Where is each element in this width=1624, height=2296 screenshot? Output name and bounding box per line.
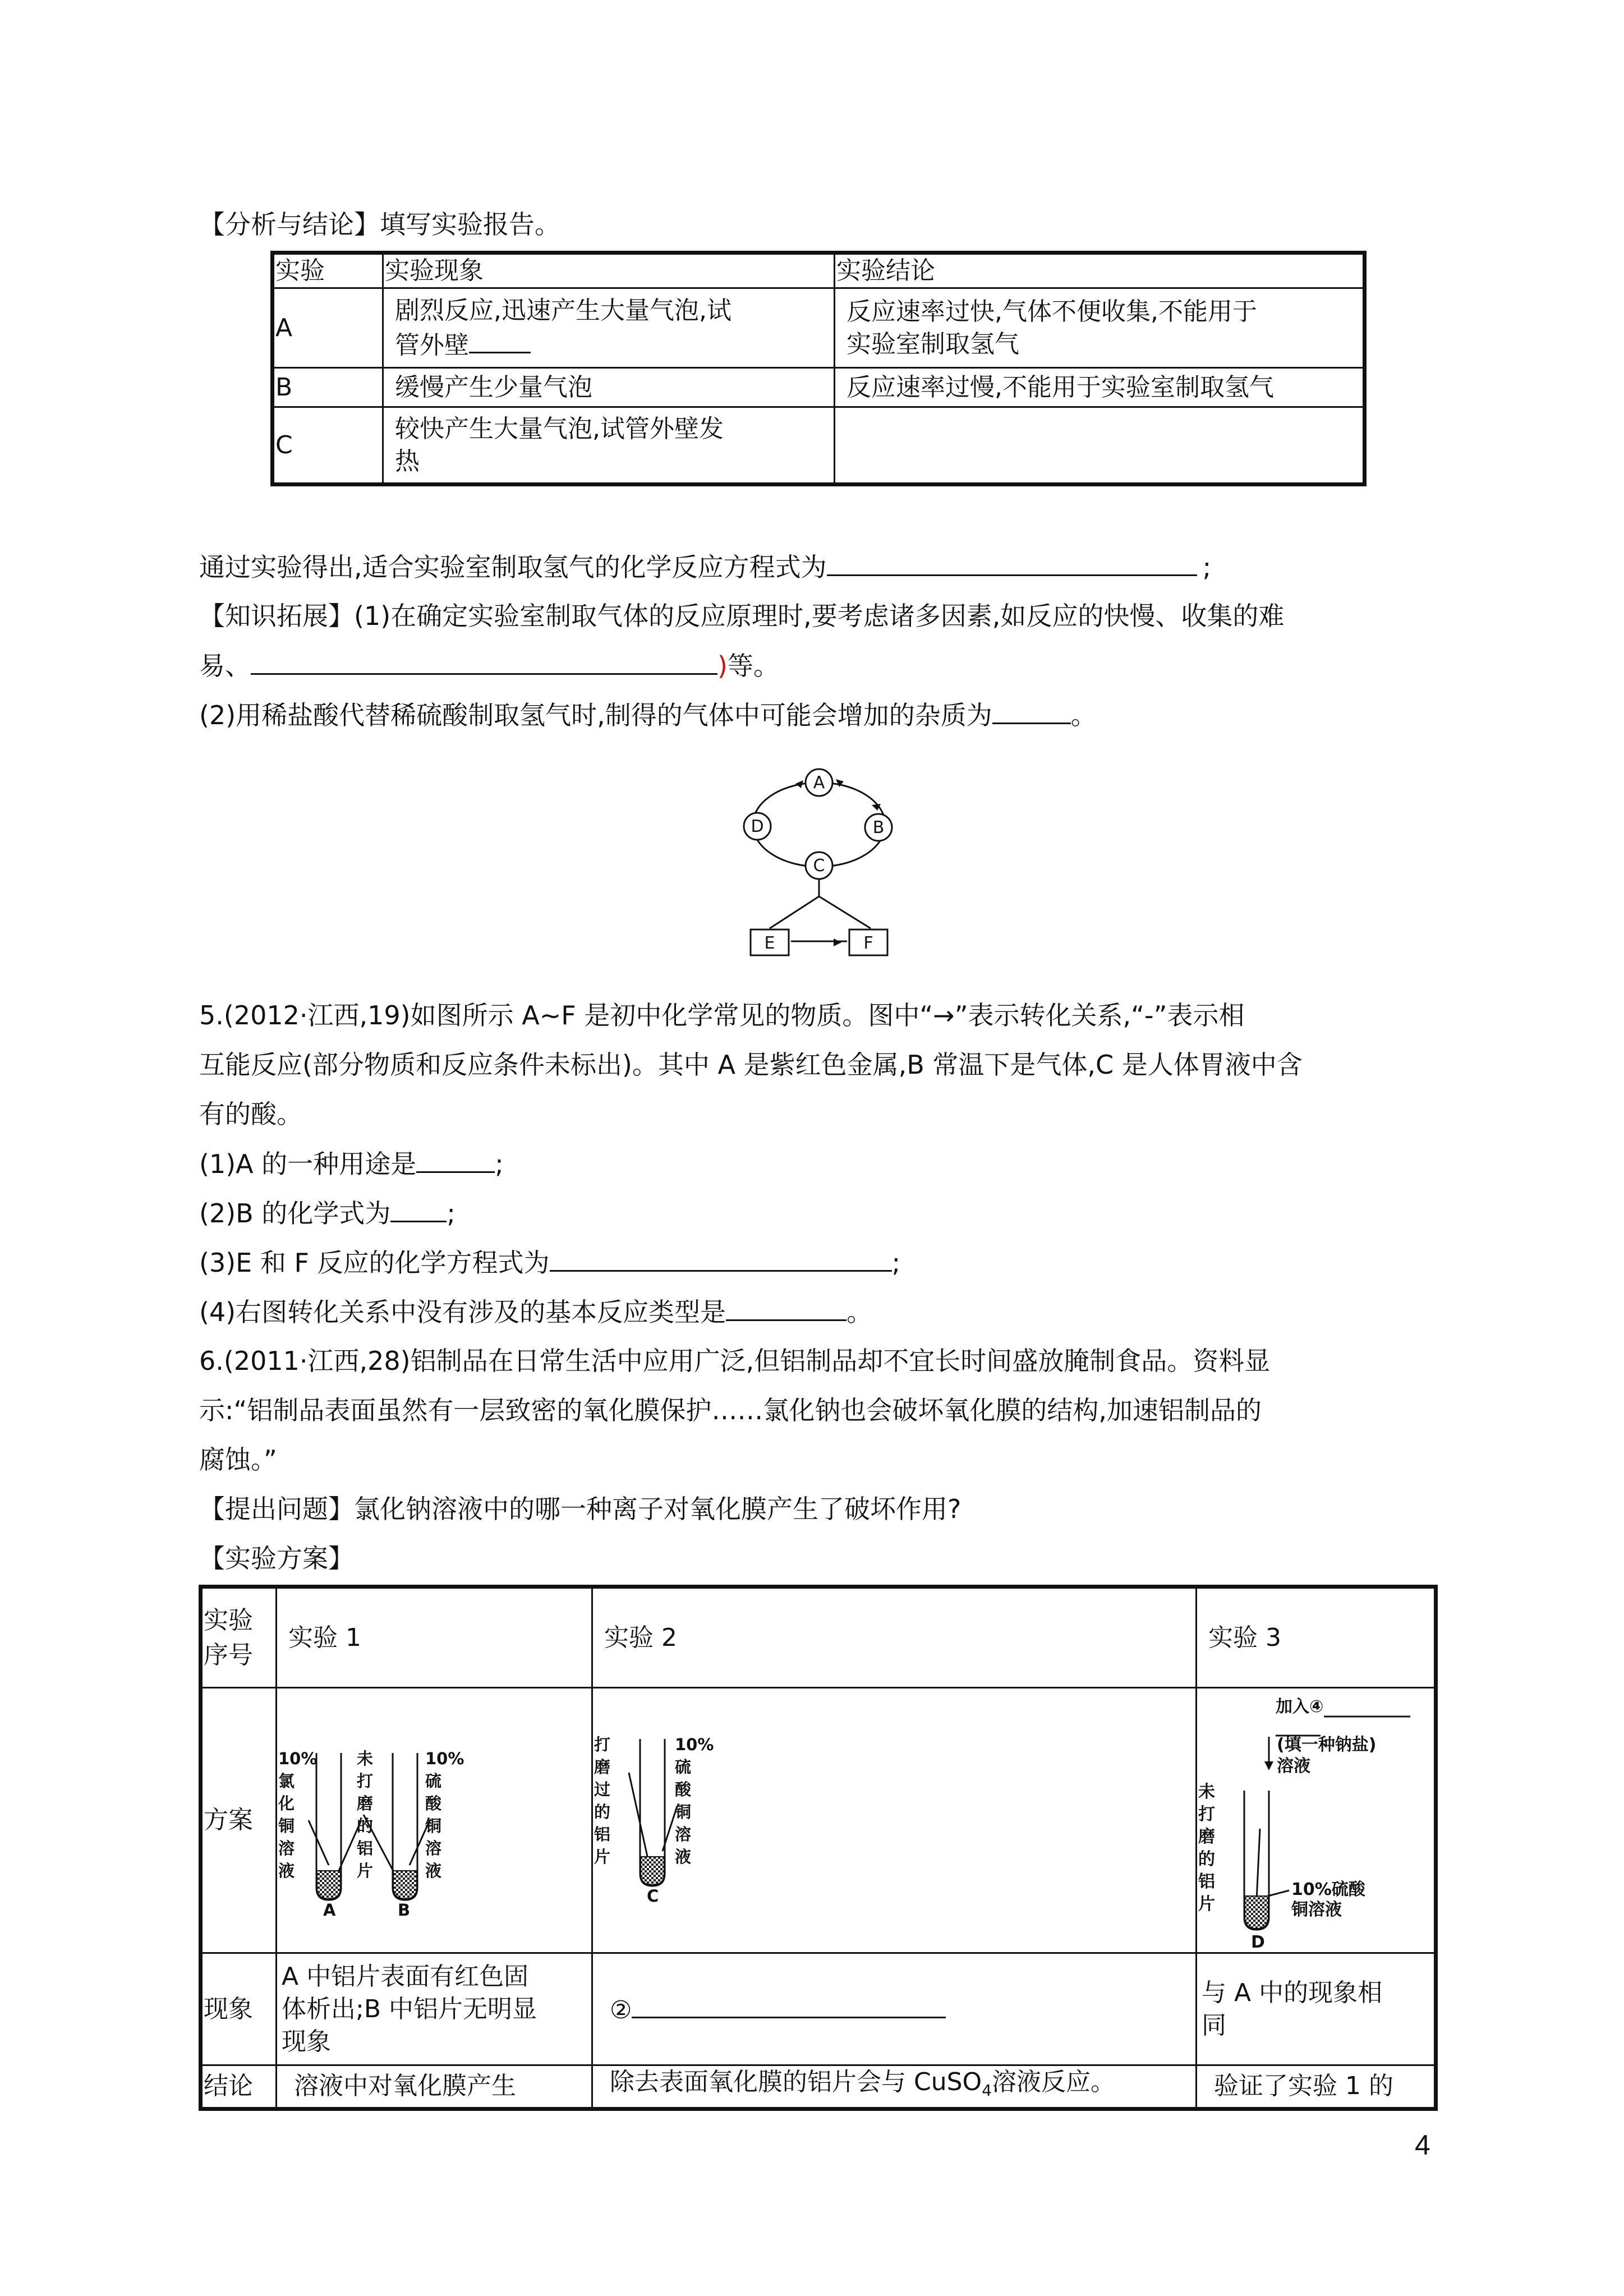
table-row [201, 1688, 1436, 1953]
exp1-figure-cell [277, 1688, 592, 1953]
label-cuso4-2: 铜溶液 [1291, 1900, 1342, 1920]
liquid-b [393, 1871, 417, 1899]
exp3-figure [1197, 1688, 1433, 1952]
q6-line-3: 腐蚀。” [199, 1444, 277, 1475]
label-cuso4-solution: 10%硫酸铜溶液 [675, 1735, 714, 1866]
arrowhead [1264, 1761, 1273, 1770]
q6-question: 【提出问题】氯化钠溶液中的哪一种离子对氧化膜产生了破坏作用? [199, 1494, 961, 1524]
label-cucl2-solution: 10%氯化铜溶液 [278, 1749, 318, 1880]
cell-line: A 中铝片表面有红色固 [282, 1962, 529, 1991]
q5-part-3: (3)E 和 F 反应的化学方程式为 ; [199, 1245, 900, 1280]
q5-part-2: (2)B 的化学式为 ; [199, 1196, 456, 1230]
conclusion-cell: 反应速率过慢,不能用于实验室制取氢气 [835, 368, 1365, 407]
cell-line: 同 [1202, 2010, 1226, 2040]
conclusion-cell: 溶液中对氧化膜产生 [277, 2065, 592, 2109]
substance-relation-diagram [729, 760, 914, 968]
liquid-c [641, 1857, 664, 1885]
q6-line-2: 示:“铝制品表面虽然有一层致密的氧化膜保护……氯化钠也会破坏氧化膜的结构,加速铝制品的 [199, 1395, 1262, 1425]
exp1-figure [277, 1703, 513, 1938]
table-header-row [273, 253, 1365, 288]
q6-plan-heading: 【实验方案】 [199, 1543, 354, 1573]
header-cell: 实验现象 [383, 253, 835, 288]
q5-line-3: 有的酸。 [199, 1099, 302, 1129]
tube-label-c: C [647, 1887, 659, 1906]
conclusion-cell: 验证了实验 1 的 [1197, 2065, 1436, 2109]
label-sodium-salt-hint: (填一种钠盐) [1277, 1735, 1377, 1755]
label-solution: 溶液 [1277, 1756, 1310, 1776]
phenomenon-cell: ② [592, 1953, 1197, 2065]
cell-line: 现象 [282, 2027, 331, 2056]
row-label: B [273, 368, 383, 407]
node-label-a: A [813, 773, 825, 793]
knowledge-line-1: 【知识拓展】(1)在确定实验室制取气体的反应原理时,要考虑诸多因素,如反应的快慢、收集的难 [199, 601, 1285, 631]
label-cuso4-1: 10%硫酸 [1291, 1880, 1365, 1899]
cell-line: 与 A 中的现象相 [1202, 1978, 1383, 2007]
phenomenon-cell [1197, 1953, 1436, 2065]
row-label: C [273, 407, 383, 485]
answer-blank[interactable] [827, 550, 1197, 576]
cell-line: 较快产生大量气泡,试管外壁发 [395, 414, 724, 443]
conclusion-cell [835, 288, 1365, 368]
answer-blank[interactable] [416, 1147, 495, 1173]
answer-blank[interactable] [469, 327, 531, 353]
header-cell: 实验结论 [835, 253, 1365, 288]
tube-label-b: B [398, 1901, 411, 1920]
header-cell: 实验 2 [592, 1587, 1197, 1688]
arrowhead [834, 938, 841, 946]
table-row [201, 2065, 1436, 2109]
phenomenon-cell [383, 407, 835, 485]
row-label: 方案 [201, 1688, 277, 1953]
row-label: 现象 [201, 1953, 277, 2065]
cell-line: 热 [395, 447, 420, 476]
cell-line: 反应速率过快,气体不便收集,不能用于 [846, 297, 1257, 326]
cell-line: 管外壁 [395, 327, 822, 362]
row-label: 实验序号 [201, 1587, 277, 1688]
report-table [270, 251, 1367, 486]
pointer-line [309, 1820, 329, 1865]
table-row [273, 288, 1365, 368]
answer-blank[interactable] [550, 1245, 892, 1272]
node-label-c: C [813, 856, 825, 876]
label-unpolished-al: 未打磨的铝片 [357, 1749, 374, 1880]
phenomenon-cell: 缓慢产生少量气泡 [383, 368, 835, 407]
tube-label-d: D [1251, 1932, 1265, 1952]
header-cell: 实验 1 [277, 1587, 592, 1688]
q5-line-1: 5.(2012·江西,19)如图所示 A~F 是初中化学常见的物质。图中“→”表示转化关系,“-”表示相 [199, 1000, 1245, 1030]
q5-part-4: (4)右图转化关系中没有涉及的基本反应类型是 。 [199, 1295, 872, 1329]
node-label-f: F [863, 933, 873, 953]
node-label-d: D [751, 817, 764, 836]
label-cuso4-solution: 10%硫酸铜溶液 [425, 1749, 464, 1880]
liquid-d [1245, 1896, 1268, 1929]
phenomenon-cell [277, 1953, 592, 2065]
cell-line: 实验室制取氢气 [846, 329, 1019, 358]
arrowhead [795, 780, 803, 788]
q5-part-1: (1)A 的一种用途是 ; [199, 1147, 504, 1181]
answer-blank[interactable] [992, 698, 1071, 724]
row-label: 结论 [201, 2065, 277, 2109]
table-row [273, 368, 1365, 407]
header-cell: 实验 3 [1197, 1587, 1436, 1688]
q5-line-2: 互能反应(部分物质和反应条件未标出)。其中 A 是紫红色金属,B 常温下是气体,C 是人体胃液中含 [199, 1050, 1303, 1080]
cell-line: 体析出;B 中铝片无明显 [282, 1994, 537, 2023]
pointer-line [1268, 1890, 1289, 1896]
node-label-e: E [764, 933, 775, 953]
header-cell: 实验 [273, 253, 383, 288]
cell-line: 剧烈反应,迅速产生大量气泡,试 [395, 296, 732, 325]
experiment-table [199, 1585, 1438, 2111]
analysis-heading: 【分析与结论】填写实验报告。 [199, 209, 560, 240]
label-add-reagent: 加入④ [1276, 1697, 1324, 1717]
answer-blank[interactable] [390, 1196, 447, 1222]
label-unpolished-al: 未打磨的铝片 [1198, 1782, 1215, 1914]
exp2-figure [593, 1688, 795, 1924]
knowledge-line-3: (2)用稀盐酸代替稀硫酸制取氢气时,制得的气体中可能会增加的杂质为 。 [199, 698, 1097, 732]
table-row [273, 407, 1365, 485]
knowledge-line-2: 易、 )等。 [199, 648, 779, 683]
answer-blank[interactable] [251, 648, 717, 675]
phenomenon-cell [383, 288, 835, 368]
exp2-figure-cell [592, 1688, 1197, 1953]
table-row [201, 1953, 1436, 2065]
node-label-b: B [872, 818, 885, 838]
conclusion-line: 通过实验得出,适合实验室制取氢气的化学反应方程式为 ; [199, 550, 1211, 584]
answer-blank[interactable] [726, 1295, 846, 1321]
link-line [819, 896, 871, 928]
q6-line-1: 6.(2011·江西,28)铝制品在日常生活中应用广泛,但铝制品却不宜长时间盛放腌制食品。资料显 [199, 1346, 1271, 1376]
conclusion-cell: 除去表面氧化膜的铝片会与 CuSO$_4$溶液反应。 [592, 2065, 1197, 2109]
row-label: A [273, 288, 383, 368]
table-header-row [201, 1587, 1436, 1688]
exp3-figure-cell [1197, 1688, 1436, 1953]
tube-label-a: A [323, 1901, 336, 1920]
conclusion-cell-empty[interactable] [835, 407, 1365, 485]
liquid-a [317, 1871, 341, 1899]
page-number: 4 [1415, 2129, 1430, 2161]
label-polished-al: 打磨过的铝片 [594, 1735, 611, 1866]
answer-blank[interactable] [632, 1992, 946, 2018]
link-line [770, 896, 819, 928]
